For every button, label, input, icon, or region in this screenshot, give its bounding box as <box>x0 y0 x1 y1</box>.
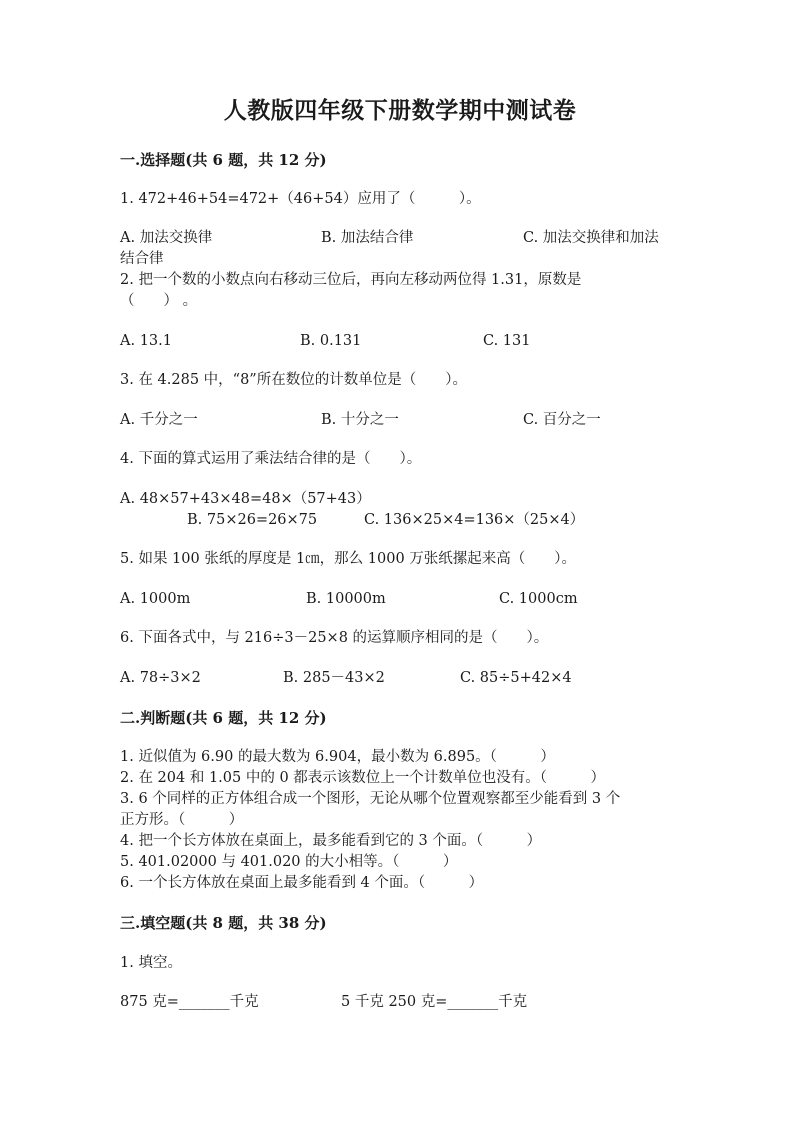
q3-option-c: C. 百分之一 <box>523 412 601 428</box>
judgment-line: 6. 一个长方体放在桌面上最多能看到 4 个面。（ ） <box>120 875 484 891</box>
fill-question-1: 1. 填空。 <box>120 955 182 971</box>
judgment-line: 4. 把一个长方体放在桌面上，最多能看到它的 3 个面。（ ） <box>120 833 542 849</box>
fill-blank-2: 5 千克 250 克=_______千克 <box>341 994 528 1010</box>
judgment-line: 1. 近似值为 6.90 的最大数为 6.904，最小数为 6.895。（ ） <box>120 749 555 765</box>
q2-option-b: B. 0.131 <box>300 333 362 349</box>
q1-option-a: A. 加法交换律 <box>120 230 213 246</box>
question-2: 2. 把一个数的小数点向右移动三位后，再向左移动两位得 1.31，原数是 <box>120 272 582 288</box>
question-3: 3. 在 4.285 中，“8”所在数位的计数单位是（ ）。 <box>120 372 467 388</box>
q1-option-c-continued: 结合律 <box>120 251 164 267</box>
q6-option-c: C. 85÷5+42×4 <box>460 670 572 686</box>
question-1: 1. 472+46+54=472+（46+54）应用了（ ）。 <box>120 191 481 207</box>
question-5: 5. 如果 100 张纸的厚度是 1㎝，那么 1000 万张纸摞起来高（ ）。 <box>120 551 577 567</box>
q5-option-a: A. 1000m <box>120 591 191 607</box>
judgment-line: 5. 401.02000 与 401.020 的大小相等。（ ） <box>120 854 458 870</box>
q5-option-b: B. 10000m <box>306 591 386 607</box>
q3-option-b: B. 十分之一 <box>321 412 399 428</box>
section-heading-judgment: 二.判断题(共 6 题，共 12 分) <box>120 709 327 727</box>
q4-option-c: C. 136×25×4=136×（25×4） <box>364 512 585 528</box>
q4-option-b: B. 75×26=26×75 <box>187 512 318 528</box>
section-heading-fill: 三.填空题(共 8 题，共 38 分) <box>120 914 327 932</box>
question-6: 6. 下面各式中，与 216÷3－25×8 的运算顺序相同的是（ ）。 <box>120 630 549 646</box>
question-4: 4. 下面的算式运用了乘法结合律的是（ ）。 <box>120 451 422 467</box>
judgment-line: 正方形。（ ） <box>120 812 244 828</box>
section-heading-choice: 一.选择题(共 6 题，共 12 分) <box>120 151 327 169</box>
page-title: 人教版四年级下册数学期中测试卷 <box>223 97 577 124</box>
fill-blank-1: 875 克=_______千克 <box>120 994 259 1010</box>
q6-option-b: B. 285－43×2 <box>283 670 385 686</box>
judgment-line: 2. 在 204 和 1.05 中的 0 都表示该数位上一个计数单位也没有。（ ） <box>120 770 606 786</box>
q2-option-c: C. 131 <box>483 333 531 349</box>
q3-option-a: A. 千分之一 <box>120 412 198 428</box>
q1-option-b: B. 加法结合律 <box>321 230 414 246</box>
judgment-line: 3. 6 个同样的正方体组合成一个图形，无论从哪个位置观察都至少能看到 3 个 <box>120 791 621 807</box>
q5-option-c: C. 1000cm <box>499 591 578 607</box>
q1-option-c: C. 加法交换律和加法 <box>523 230 659 246</box>
question-2-continued: （ ） 。 <box>120 293 198 309</box>
q6-option-a: A. 78÷3×2 <box>120 670 201 686</box>
q2-option-a: A. 13.1 <box>120 333 172 349</box>
q4-option-a: A. 48×57+43×48=48×（57+43） <box>120 491 371 507</box>
